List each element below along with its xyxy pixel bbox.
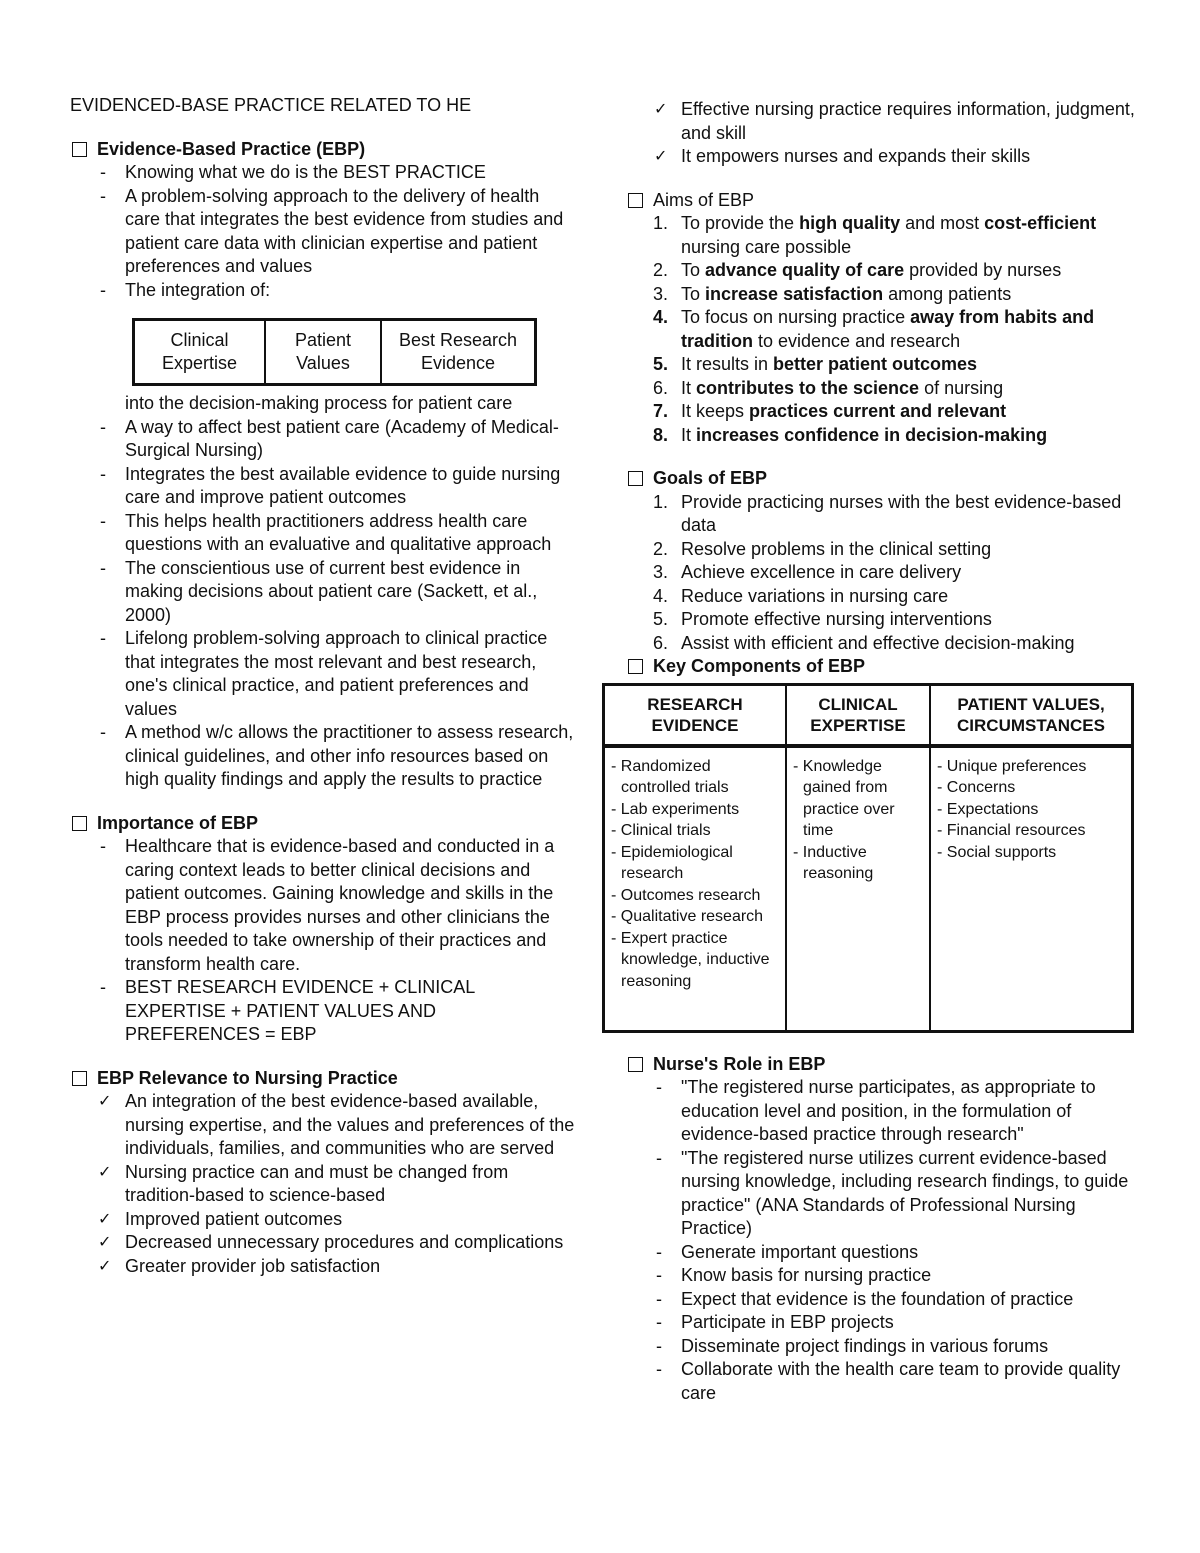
list-item: - "The registered nurse participates, as appropriate to education level and position, in the formulation of evidence-based practice through research"	[626, 1076, 1138, 1147]
cell-item: - Inductive reasoning	[793, 842, 923, 885]
list-number: 8.	[653, 424, 669, 445]
cell-item: - Expectations	[937, 799, 1125, 821]
list-item: 2. To advance quality of care provided by nurses	[626, 259, 1138, 283]
list-item: - Integrates the best available evidence to guide nursing care and improve patient outcomes	[70, 463, 575, 510]
list-item: 1. To provide the high quality and most cost-efficient nursing care possible	[653, 213, 1097, 257]
list-number: 4.	[653, 307, 669, 327]
heading-text: Aims of EBP	[653, 189, 755, 210]
integration-caption: into the decision-making process for patient care	[125, 393, 513, 413]
list-item: ✓ Improved patient outcomes	[70, 1208, 575, 1232]
section-relevance	[70, 1067, 575, 1279]
list-item: - BEST RESEARCH EVIDENCE + CLINICAL EXPERTISE + PATIENT VALUES AND PREFERENCES = EBP	[70, 976, 575, 1047]
list-item: 4. Reduce variations in nursing care	[626, 585, 1138, 609]
cell-item: - Epidemiological research	[611, 842, 779, 885]
heading-text: Key Components of EBP	[653, 656, 866, 676]
section-heading	[626, 467, 1138, 491]
list-number: 7.	[653, 401, 669, 421]
list-item: - "The registered nurse utilizes current evidence-based nursing knowledge, including research findings, to guide practice" (ANA Standards of Professional Nursing Practice)	[626, 1147, 1138, 1241]
heading-text: EBP Relevance to Nursing Practice	[97, 1067, 398, 1088]
list-item: 3. To increase satisfaction among patients	[626, 283, 1138, 307]
right-column	[620, 98, 1138, 1425]
list-item: ✓ It empowers nurses and expands their skills	[626, 145, 1138, 169]
list-item: - Participate in EBP projects	[626, 1311, 1138, 1335]
heading-text: Evidence-Based Practice (EBP)	[97, 138, 366, 159]
list-item: - Collaborate with the health care team to provide quality care	[626, 1358, 1138, 1405]
list-number: 2.	[653, 538, 669, 559]
cell-item: - Concerns	[937, 777, 1125, 799]
table-cell-patient	[930, 746, 1133, 1032]
table-cell: Clinical Expertise	[134, 320, 266, 385]
list-item: - A way to affect best patient care (Academy of Medical-Surgical Nursing)	[70, 416, 575, 463]
bullet-list	[70, 416, 575, 792]
list-item: ✓ Decreased unnecessary procedures and complications	[70, 1231, 575, 1255]
check-list	[626, 98, 1138, 169]
cell-item: - Expert practice knowledge, inductive reasoning	[611, 928, 779, 993]
list-item: 1. Provide practicing nurses with the best evidence-based data	[653, 491, 1122, 535]
checkbox-icon	[628, 471, 643, 486]
list-item: 5. Promote effective nursing interventions	[626, 608, 1138, 632]
list-item: 2. Resolve problems in the clinical setting	[626, 538, 1138, 562]
checkbox-icon	[72, 142, 87, 157]
list-number: 1.	[653, 491, 669, 512]
list-item: - This helps health practitioners address health care questions with an evaluative and qualitative approach	[70, 510, 575, 557]
cell-item: - Lab experiments	[611, 799, 779, 821]
cell-item: - Social supports	[937, 842, 1125, 864]
section-goals	[626, 467, 1138, 655]
bullet-list	[70, 835, 575, 1047]
bullet-list	[626, 1076, 1138, 1405]
cell-item: - Randomized controlled trials	[611, 756, 779, 799]
goals-list	[626, 491, 1138, 656]
list-number: 5.	[653, 609, 669, 629]
heading-text: Nurse's Role in EBP	[653, 1053, 826, 1074]
section-importance	[70, 812, 575, 1047]
document-title: EVIDENCED-BASE PRACTICE RELATED TO HE	[70, 95, 472, 115]
section-heading	[70, 1067, 575, 1091]
list-item: ✓ Greater provider job satisfaction	[70, 1255, 575, 1279]
table-cell-research	[604, 746, 787, 1032]
cell-item: - Qualitative research	[611, 906, 779, 928]
list-item: - Expect that evidence is the foundation of practice	[626, 1288, 1138, 1312]
integration-table	[132, 318, 537, 386]
list-item: 6. It contributes to the science of nursing	[626, 377, 1138, 401]
checkbox-icon	[628, 659, 643, 674]
section-nurse-role	[626, 1053, 1138, 1406]
list-number: 5.	[653, 354, 669, 374]
cell-item: - Knowledge gained from practice over time	[793, 756, 923, 842]
check-list	[70, 1090, 575, 1278]
list-item: - Healthcare that is evidence-based and conducted in a caring context leads to better clinical decisions and patient outcomes. Gaining knowledge and skills in the EBP process provides nurses and other clinicians the tools needed to take ownership of their practices and transform health care.	[70, 835, 575, 976]
section-heading	[70, 812, 575, 836]
list-item: 7. It keeps practices current and relevant	[626, 400, 1138, 424]
heading-text: Importance of EBP	[97, 812, 259, 833]
list-item: - Know basis for nursing practice	[626, 1264, 1138, 1288]
section-heading	[626, 655, 1138, 679]
list-item: 6. Assist with efficient and effective decision-making	[626, 632, 1138, 656]
list-number: 6.	[653, 377, 669, 398]
list-item: - The conscientious use of current best evidence in making decisions about patient care (Sackett, et al., 2000)	[70, 557, 575, 628]
checkbox-icon	[72, 816, 87, 831]
column-header: PATIENT VALUES, CIRCUMSTANCES	[930, 684, 1133, 746]
list-item: - Knowing what we do is the BEST PRACTICE	[70, 161, 575, 185]
list-item: - Lifelong problem-solving approach to clinical practice that integrates the most relevant and best research, one's clinical practice, and patient preferences and values	[70, 627, 575, 721]
bullet-list	[70, 161, 575, 302]
cell-item: - Unique preferences	[937, 756, 1125, 778]
section-relevance-continued	[626, 98, 1138, 169]
checkbox-icon	[628, 1057, 643, 1072]
list-number: 3.	[653, 283, 669, 304]
list-item: ✓ Effective nursing practice requires information, judgment, and skill	[626, 98, 1138, 145]
table-cell-clinical	[786, 746, 930, 1032]
list-item: - The integration of:	[70, 279, 575, 303]
section-heading	[626, 1053, 1138, 1077]
list-number: 2.	[653, 260, 669, 280]
list-item: - A method w/c allows the practitioner to assess research, clinical guidelines, and other info resources based on high quality findings and apply the results to practice	[70, 721, 575, 792]
checkbox-icon	[628, 193, 643, 208]
list-item: ✓ Nursing practice can and must be changed from tradition-based to science-based	[70, 1161, 575, 1208]
list-item: - A problem-solving approach to the delivery of health care that integrates the best evidence from studies and patient care data with clinician expertise and patient preferences and values	[70, 185, 575, 279]
list-item: ✓ An integration of the best evidence-based available, nursing expertise, and the values and preferences of the individuals, families, and communities who are served	[70, 1090, 575, 1161]
list-item: 3. Achieve excellence in care delivery	[626, 561, 1138, 585]
section-ebp	[70, 138, 575, 792]
heading-text: Goals of EBP	[653, 468, 768, 488]
column-header: RESEARCH EVIDENCE	[604, 684, 787, 746]
cell-item: - Clinical trials	[611, 820, 779, 842]
list-item: 5. It results in better patient outcomes	[626, 353, 1138, 377]
list-item: 8. It increases confidence in decision-making	[626, 424, 1138, 448]
section-heading	[626, 189, 1138, 213]
key-components-table	[602, 683, 1134, 1033]
table-cell: Patient Values	[265, 320, 381, 385]
section-heading	[70, 138, 575, 162]
table-cell: Best Research Evidence	[381, 320, 536, 385]
list-item: - Disseminate project findings in various forums	[626, 1335, 1138, 1359]
section-aims	[626, 189, 1138, 448]
cell-item: - Financial resources	[937, 820, 1125, 842]
list-number: 6.	[653, 632, 669, 653]
column-header: CLINICAL EXPERTISE	[786, 684, 930, 746]
list-number: 3.	[653, 562, 669, 582]
list-item: 4. To focus on nursing practice away from habits and tradition to evidence and research	[653, 307, 1095, 351]
left-column	[70, 94, 575, 1298]
checkbox-icon	[72, 1071, 87, 1086]
section-key-components	[620, 655, 1138, 1033]
aims-list	[626, 212, 1138, 447]
list-number: 4.	[653, 585, 669, 606]
list-number: 1.	[653, 213, 669, 233]
cell-item: - Outcomes research	[611, 885, 779, 907]
list-item: - Generate important questions	[626, 1241, 1138, 1265]
